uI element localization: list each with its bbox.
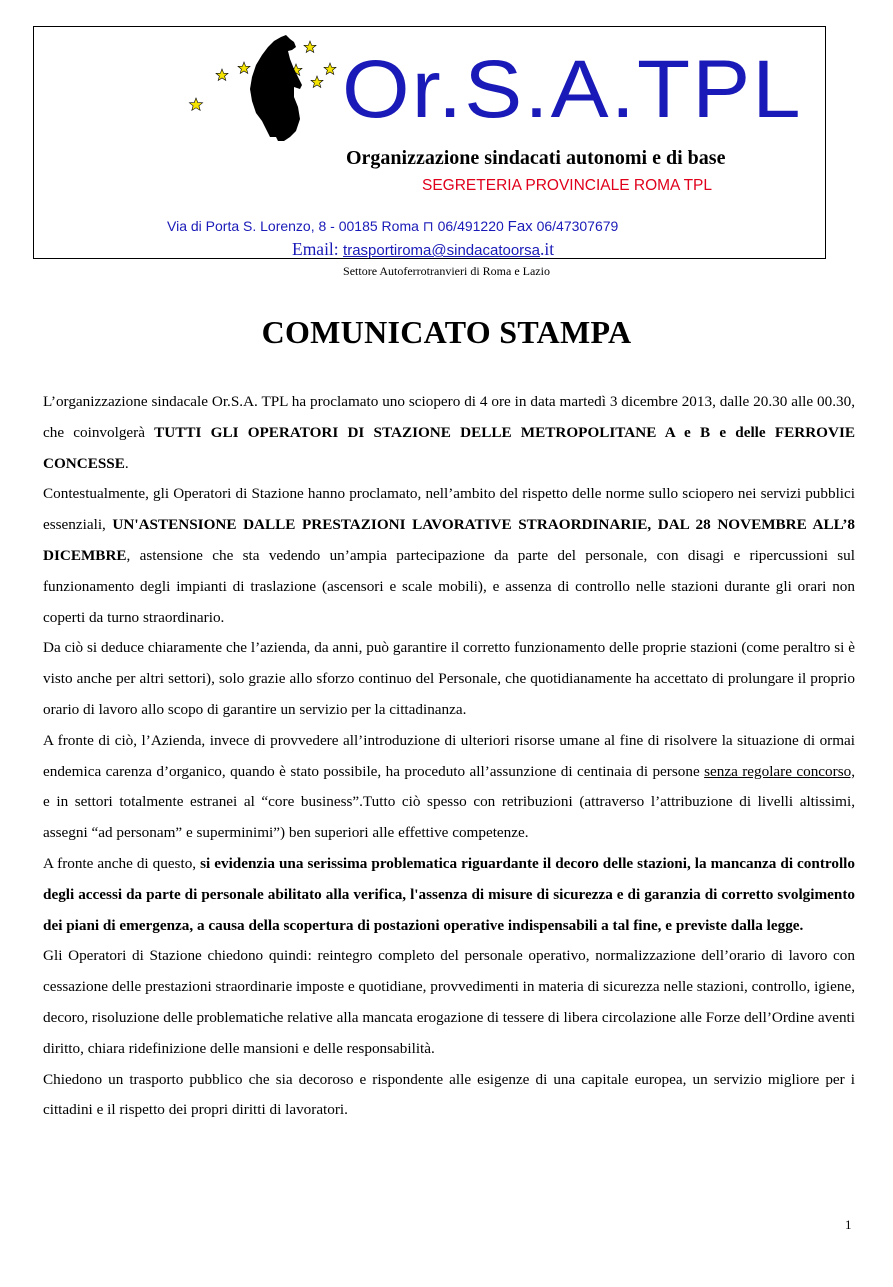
paragraph-4: [43, 726, 855, 849]
press-release-body: [43, 387, 855, 1126]
paragraph-1-end: .: [124, 454, 129, 472]
paragraph-1: [43, 387, 855, 479]
paragraph-5-bold: si evidenzia una serissima problematica riguardante il decoro delle stazioni, la mancanza di controllo degli accessi da parte di personale abilitato alla verifica, l'assenza di misure di sicurezza e di garanzia di corretto svolgimento dei piani di emergenza, a causa della scopertura di postazioni operative indispensabili a tal fine, e previste dalla legge.: [43, 854, 855, 934]
page-title: COMUNICATO STAMPA: [261, 314, 632, 350]
email-suffix: .it: [540, 239, 555, 259]
email-label: Email:: [292, 239, 344, 259]
paragraph-4-text: A fronte di ciò, l’Azienda, invece di provvedere all’introduzione di ulteriori risorse umane al fine di risolvere la situazione di ormai endemica carenza d’organico, quando è stato possibile, ha proceduto all’assunzione di centinaia di persone: [43, 731, 855, 780]
bear-silhouette: [250, 35, 302, 141]
paragraph-2-text: Contestualmente, gli Operatori di Stazione hanno proclamato, nell’ambito del rispetto delle norme sullo sciopero nei servizi pubblici essenziali,: [43, 485, 855, 534]
organization-name: Organizzazione sindacati autonomi e di base: [346, 147, 726, 169]
paragraph-7: Chiedono un trasporto pubblico che sia decoroso e rispondente alle esigenze di una capitale europea, un servizio migliore per i cittadini e il rispetto dei propri diritti di lavoratori.: [43, 1070, 855, 1119]
address-street: Via di Porta S. Lorenzo, 8 -: [167, 218, 339, 234]
paragraph-2-bold: UN'ASTENSIONE DALLE PRESTAZIONI LAVORATIVE STRAORDINARIE, DAL 28 NOVEMBRE ALL’8 DICEMBRE: [43, 516, 855, 564]
brand-logo-text: Or.S.A.TPL: [342, 44, 803, 135]
paragraph-1-bold: TUTTI GLI OPERATORI DI STAZIONE DELLE METROPOLITANE A e B e delle FERROVIE CONCESSE: [43, 423, 855, 472]
secretary-heading: SEGRETERIA PROVINCIALE ROMA TPL: [422, 177, 712, 194]
letterhead: [33, 26, 826, 259]
paragraph-5-text: A fronte anche di questo,: [43, 854, 201, 872]
paragraph-1-text: L’organizzazione sindacale Or.S.A. TPL ha proclamato uno sciopero di 4 ore in data martedì 3 dicembre 2013, dalle 20.30 alle 00.30, che coinvolgerà: [43, 393, 855, 441]
page-number: 1: [845, 1217, 852, 1232]
address-city-phone: 00185 Roma ⊓ 06/491220: [338, 218, 508, 234]
email-link[interactable]: trasportiroma@sindacatoorsa: [343, 242, 541, 259]
fax-number: 06/47307679: [532, 218, 619, 234]
sector-subtitle: Settore Autoferrotranvieri di Roma e Lazio: [343, 264, 550, 278]
paragraph-4-end: e in settori totalmente estranei al “core business”.Tutto ciò spesso con retribuzioni (attraverso l’attribuzione di livelli altissimi, assegni “ad personam” e superminimi”) ben superiori alle effettive competenze.: [43, 793, 855, 842]
paragraph-4-underlined: senza regolare concorso,: [704, 762, 856, 780]
address-line: [167, 218, 618, 235]
paragraph-3: Da ciò si deduce chiaramente che l’azienda, da anni, può garantire il corretto funzionamento delle proprie stazioni (come peraltro si è visto anche per altri settori), solo grazie allo sforzo continuo del Personale, che quotidianamente ha accettato di prolungare il proprio orario di lavoro allo scopo di garantire un servizio per la cittadinanza.: [43, 639, 855, 718]
paragraph-5: [43, 849, 855, 941]
paragraph-2-end: , astensione che sta vedendo un’ampia partecipazione da parte del personale, con disagi e ripercussioni sul funzionamento degli impianti di traslazione (ascensori e scale mobili), e assenza di controllo nelle stazioni durante gli orari non coperti da turno straordinario.: [43, 546, 855, 626]
bear-with-stars-icon: [184, 33, 344, 145]
paragraph-2: [43, 479, 855, 633]
email-line: [292, 239, 554, 260]
fax-label: Fax: [507, 218, 533, 235]
paragraph-6: Gli Operatori di Stazione chiedono quindi: reintegro completo del personale operativo, normalizzazione dell’orario di lavoro con cessazione delle prestazioni straordinarie imposte e quotidiane, provvedimenti in materia di sicurezza nelle stazioni, controllo, igiene, decoro, risoluzione delle problematiche relative alla mancata erogazione di tessere di libera circolazione alle Forze dell’Ordine aventi diritto, chiara ridefinizione delle mansioni e delle responsabilità.: [43, 947, 855, 1057]
